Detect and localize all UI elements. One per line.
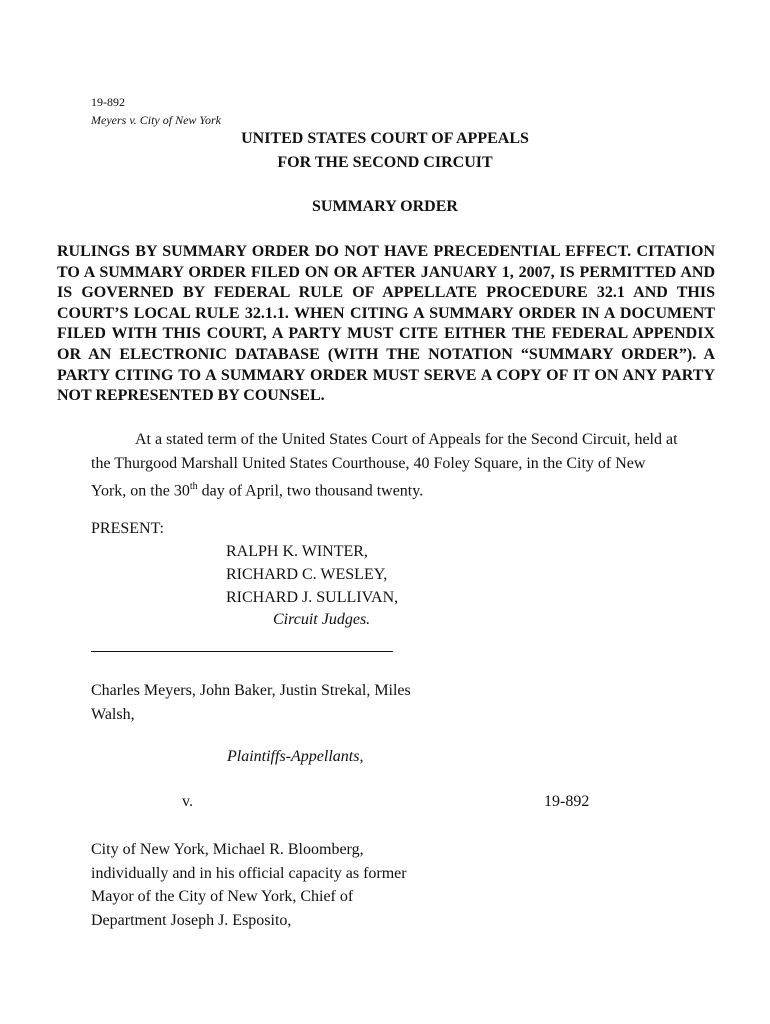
versus-label: v. [182, 793, 193, 810]
court-name-line-1: UNITED STATES COURT OF APPEALS [241, 130, 529, 147]
judge-name: RALPH K. WINTER, [226, 543, 368, 560]
judges-title: Circuit Judges. [273, 611, 371, 628]
present-label: PRESENT: [91, 520, 164, 537]
precedential-notice: RULINGS BY SUMMARY ORDER DO NOT HAVE PRECEDENTIAL EFFECT. CITATION TO A SUMMARY ORDER FILED ON OR AFTER JANUARY 1, 2007, IS PERMITTED AND IS GOVERNED BY FEDERAL RULE OF APPELLATE PROCEDURE 32.1 AND THIS COURT’S LOCAL RULE 32.1.1. WHEN CITING A SUMMARY ORDER IN A DOCUMENT FILED WITH THIS COURT, A PARTY MUST CITE EITHER THE FEDERAL APPENDIX OR AN ELECTRONIC DATABASE (WITH THE NOTATION “SUMMARY ORDER”). A PARTY CITING TO A SUMMARY ORDER MUST SERVE A COPY OF IT ON ANY PARTY NOT REPRESENTED BY COUNSEL. [57, 243, 715, 405]
docket-number: 19-892 [91, 95, 125, 109]
ordinal-suffix: th [189, 481, 198, 492]
separator-line [91, 651, 393, 652]
case-caption: Meyers v. City of New York [91, 113, 221, 127]
case-number: 19-892 [544, 793, 590, 810]
intro-text: At a stated term of the United States Court of Appeals for the Second Circuit, held at the Thurgood Marshall United States Courthouse, 40 Foley Square, in the City of New York, on the 30 [91, 431, 678, 500]
defendants-names: City of New York, Michael R. Bloomberg, individually and in his official capacity as former Mayor of the City of New York, Chief of Department Joseph J. Esposito, [91, 841, 407, 929]
judge-name: RICHARD J. SULLIVAN, [226, 589, 399, 606]
court-name-line-2: FOR THE SECOND CIRCUIT [277, 154, 493, 171]
judge-name: RICHARD C. WESLEY, [226, 566, 388, 583]
intro-paragraph [91, 428, 683, 503]
plaintiffs-role: Plaintiffs-Appellants, [227, 748, 364, 765]
intro-text-end: day of April, two thousand twenty. [197, 482, 424, 500]
plaintiffs-names: Charles Meyers, John Baker, Justin Strekal, Miles Walsh, [91, 682, 411, 723]
order-title: SUMMARY ORDER [312, 198, 458, 215]
